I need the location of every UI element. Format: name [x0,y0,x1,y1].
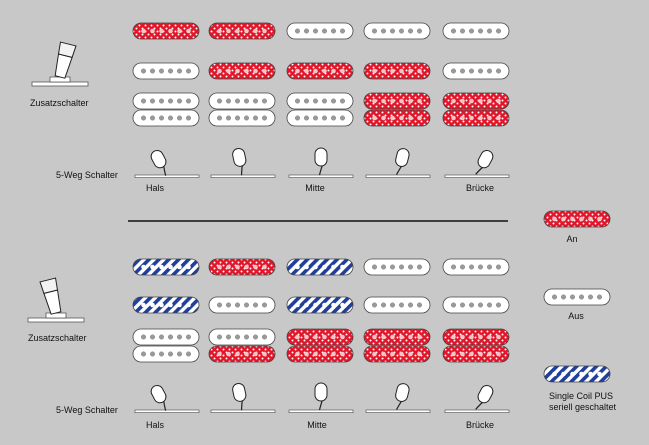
five-way-lever-pos2 [211,382,275,412]
pickup-neck-pos1 [133,23,199,39]
legend-series-label-2: seriell geschaltet [549,402,617,412]
pickup-bridge-top-pos1 [133,93,199,109]
legend-pickup-off [544,289,610,305]
legend-series-label-1: Single Coil PUS [549,391,614,401]
pickup-neck-pos5 [443,259,509,275]
pickup-bridge-bottom-pos5 [443,110,509,126]
legend-on-label: An [566,234,578,244]
aux-switch-top [32,42,88,86]
five-way-lever-pos5 [445,148,509,177]
five-way-lever-pos3 [289,383,353,413]
pickup-middle-pos1 [133,63,199,79]
five-way-lever-pos4 [366,147,430,177]
pickup-middle-pos2 [209,297,275,313]
pickup-bridge-top-pos2 [209,329,275,345]
position-label-neck-bottom: Hals [145,420,165,430]
pickup-grid-top [133,23,509,126]
five-way-selectors-top [135,147,509,177]
five-way-label-top: 5-Weg Schalter [56,170,118,180]
aux-switch-label-top: Zusatzschalter [30,98,89,108]
pickup-bridge-bottom-pos3 [287,110,353,126]
pickup-middle-pos5 [443,297,509,313]
pickup-middle-pos3 [287,63,353,79]
pickup-bridge-top-pos5 [443,329,509,345]
pickup-bridge-top-pos3 [287,93,353,109]
pickup-middle-pos4 [364,297,430,313]
position-label-neck-top: Hals [145,183,165,193]
pickup-bridge-bottom-pos2 [209,110,275,126]
position-label-bridge-bottom: Brücke [465,420,495,430]
five-way-lever-pos1 [135,148,199,177]
five-way-lever-pos4 [366,382,430,412]
position-label-bridge-top: Brücke [465,183,495,193]
legend-off-label: Aus [568,311,584,321]
pickup-bridge-top-pos4 [364,93,430,109]
pickup-bridge-top-pos5 [443,93,509,109]
position-label-middle-bottom: Mitte [307,420,327,430]
aux-switch-label-bottom: Zusatzschalter [28,333,87,343]
pickup-neck-pos1 [133,259,199,275]
pickup-middle-pos1 [133,297,199,313]
pickup-neck-pos3 [287,23,353,39]
pickup-bridge-bottom-pos3 [287,346,353,362]
pickup-bridge-top-pos2 [209,93,275,109]
pickup-neck-pos4 [364,259,430,275]
pickup-neck-pos4 [364,23,430,39]
pickup-bridge-bottom-pos4 [364,346,430,362]
five-way-lever-pos2 [211,147,275,177]
legend-series-swatch [544,366,610,382]
pickup-bridge-top-pos1 [133,329,199,345]
five-way-lever-pos5 [445,383,509,412]
pickup-grid-bottom [133,259,509,362]
five-way-selectors-bottom [135,382,509,412]
legend-pickup-series [544,366,610,382]
pickup-bridge-bottom-pos1 [133,346,199,362]
legend-off-swatch [544,289,610,305]
five-way-lever-pos3 [289,148,353,178]
pickup-middle-pos4 [364,63,430,79]
pickup-middle-pos2 [209,63,275,79]
pickup-bridge-top-pos3 [287,329,353,345]
pickup-bridge-bottom-pos5 [443,346,509,362]
five-way-lever-pos1 [135,383,199,412]
aux-switch-bottom [28,278,84,322]
pickup-bridge-bottom-pos4 [364,110,430,126]
pickup-bridge-top-pos4 [364,329,430,345]
pickup-bridge-bottom-pos2 [209,346,275,362]
pickup-bridge-bottom-pos1 [133,110,199,126]
pickup-middle-pos5 [443,63,509,79]
legend-on-swatch [544,211,610,227]
pickup-neck-pos3 [287,259,353,275]
pickup-neck-pos5 [443,23,509,39]
pickup-middle-pos3 [287,297,353,313]
five-way-label-bottom: 5-Weg Schalter [56,405,118,415]
pickup-neck-pos2 [209,259,275,275]
pickup-neck-pos2 [209,23,275,39]
position-label-middle-top: Mitte [305,183,325,193]
legend-pickup-on [544,211,610,227]
